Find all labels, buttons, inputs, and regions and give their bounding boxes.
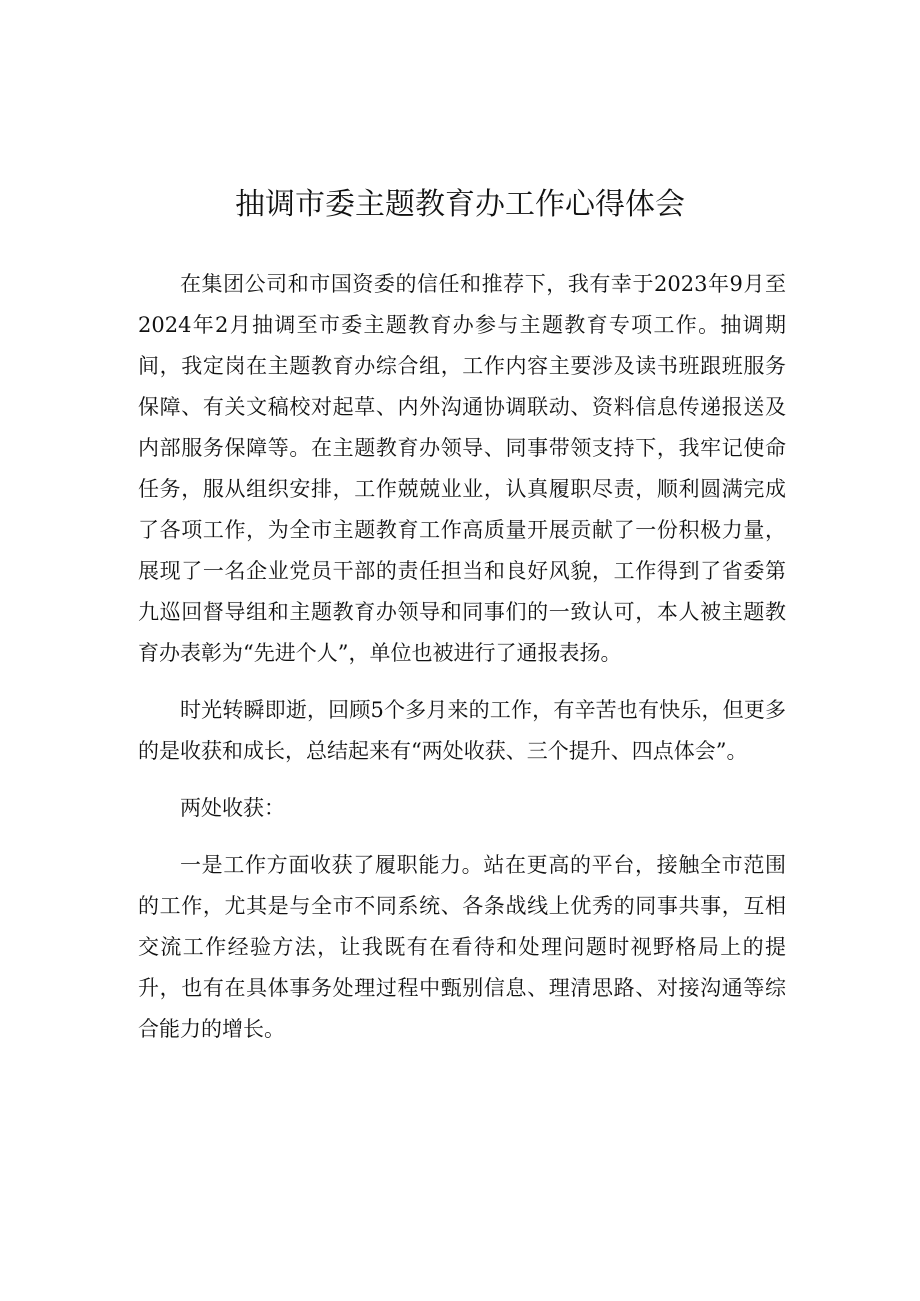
paragraph-summary: 时光转瞬即逝，回顾5个多月来的工作，有辛苦也有快乐，但更多的是收获和成长，总结起来有“两处收获、三个提升、四点体会”。 — [138, 698, 786, 763]
document-body — [138, 264, 786, 1066]
document-title: 抽调市委主题教育办工作心得体会 — [235, 187, 685, 222]
paragraph-heading-gains: 两处收获： — [180, 796, 285, 820]
paragraph-intro: 在集团公司和市国资委的信任和推荐下，我有幸于2023年9月至2024年2月抽调至市委主题教育办参与主题教育专项工作。抽调期间，我定岗在主题教育办综合组，工作内容主要涉及读书班跟班服务保障、有关文稿校对起草、内外沟通协调联动、资料信息传递报送及内部服务保障等。在主题教育办领导、同事带领支持下，我牢记使命任务，服从组织安排，工作兢兢业业，认真履职尽责，顺利圆满完成了各项工作，为全市主题教育工作高质量开展贡献了一份积极力量，展现了一名企业党员干部的责任担当和良好风貌，工作得到了省委第九巡回督导组和主题教育办领导和同事们的一致认可，本人被主题教育办表彰为“先进个人”，单位也被进行了通报表扬。 — [138, 272, 786, 665]
paragraph-gain-one: 一是工作方面收获了履职能力。站在更高的平台，接触全市范围的工作，尤其是与全市不同系统、各条战线上优秀的同事共事，互相交流工作经验方法，让我既有在看待和处理问题时视野格局上的提升，也有在具体事务处理过程中甄别信息、理清思路、对接沟通等综合能力的增长。 — [138, 853, 786, 1041]
